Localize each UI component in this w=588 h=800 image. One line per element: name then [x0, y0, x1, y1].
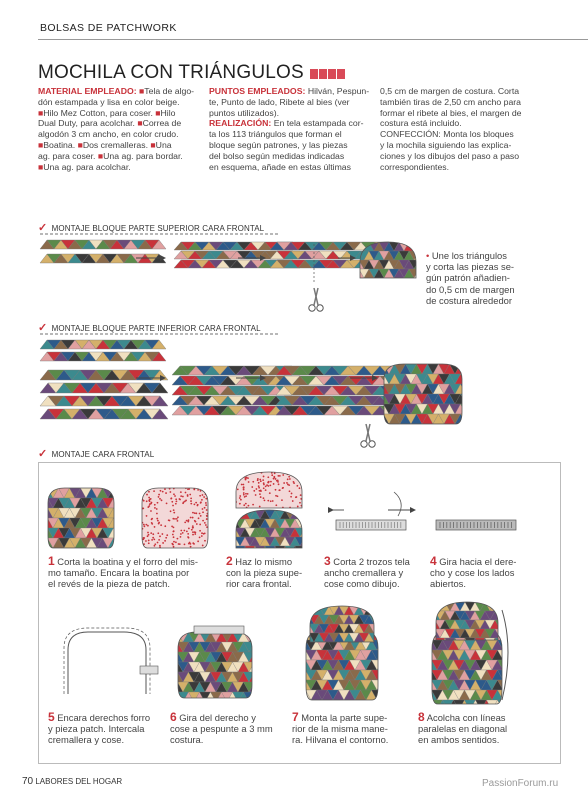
patch-triangle — [383, 690, 394, 700]
patch-triangle — [383, 660, 394, 670]
materials-line: Hilo — [160, 107, 176, 118]
patch-triangle — [275, 546, 285, 555]
patch-triangle — [472, 424, 483, 434]
section-heading-front-text: MONTAJE CARA FRONTAL — [51, 450, 155, 459]
patch-triangle — [500, 629, 510, 638]
patch-triangle — [509, 660, 520, 670]
patch-triangle — [114, 528, 125, 538]
patch-triangle — [503, 640, 514, 650]
patch-triangle — [388, 680, 399, 690]
patch-triangle — [372, 700, 383, 710]
patch-triangle — [383, 670, 394, 680]
step-line: con la pieza supe- — [226, 567, 303, 579]
confection-line: y la mochila siguiendo las explica- — [380, 139, 512, 150]
patch-triangle — [500, 611, 510, 620]
patch-triangle — [125, 518, 136, 528]
patch-triangle — [255, 632, 266, 642]
step-line: Gira hacia el dere- — [439, 556, 517, 567]
patch-triangle — [119, 538, 130, 548]
patch-triangle — [472, 394, 483, 404]
patch-triangle — [238, 702, 249, 712]
scissors-icon — [361, 441, 367, 447]
confection-line: formar el ribete al bies, el margen de — [380, 107, 522, 118]
patch-triangle — [305, 519, 315, 528]
patch-triangle — [422, 424, 433, 434]
realization-line: ta los 113 triángulos que forman el — [209, 129, 342, 140]
step-line: en ambos sentidos. — [418, 734, 500, 746]
patch-triangle — [114, 518, 125, 528]
patch-triangle — [509, 650, 520, 660]
materials-line: Correa de — [142, 118, 182, 129]
patch-triangle — [406, 424, 417, 434]
patch-triangle — [461, 364, 472, 374]
patch-triangle — [388, 700, 399, 710]
difficulty-icon — [309, 62, 345, 83]
scissors-icon — [317, 305, 323, 311]
patch-triangle — [255, 702, 266, 712]
patch-triangle — [300, 510, 310, 519]
realization-line: del bolso según medidas indicadas — [209, 150, 345, 161]
step-line: cho y cose los lados — [430, 567, 515, 579]
patch-triangle — [472, 414, 483, 424]
patch-triangle — [487, 700, 498, 710]
patch-triangle — [233, 702, 244, 712]
patch-triangle — [509, 700, 520, 710]
patch-triangle — [333, 700, 344, 710]
materials-line: Boatina. — [43, 139, 76, 150]
step-line: Acolcha con líneas — [426, 712, 506, 723]
patch-triangle — [311, 700, 322, 710]
patch-triangle — [260, 652, 271, 662]
patch-triangle — [125, 498, 136, 508]
patch-triangle — [322, 700, 333, 710]
patch-triangle — [255, 642, 266, 652]
stitches-lead: PUNTOS EMPLEADOS: — [209, 86, 306, 96]
step-line: ancho cremallera y — [324, 567, 404, 579]
patch-triangle — [428, 424, 439, 434]
patch-triangle — [255, 672, 266, 682]
section-header: BOLSAS DE PATCHWORK — [40, 22, 177, 34]
page-number: 70 — [22, 776, 34, 787]
materials-line: algodón 3 cm ancho, en color crudo. — [38, 129, 179, 140]
check-icon: ✓ — [38, 222, 48, 234]
patch-triangle — [305, 510, 315, 519]
patch-triangle — [344, 700, 355, 710]
patch-triangle — [466, 424, 477, 434]
patch-triangle — [411, 424, 422, 434]
step-8-caption — [418, 712, 538, 746]
materials-lead: MATERIAL EMPLEADO: — [38, 86, 137, 96]
patch-triangle — [255, 682, 266, 692]
step-line: Gira del derecho y — [179, 712, 256, 723]
step-line: cose a pespunte a 3 mm — [170, 723, 273, 735]
scissors-icon — [369, 441, 375, 447]
patch-triangle — [369, 606, 379, 615]
step-5-caption — [48, 712, 168, 746]
patch-triangle — [476, 700, 487, 710]
patch-triangle — [472, 374, 483, 384]
patch-triangle — [377, 680, 388, 690]
patch-triangle — [378, 424, 389, 434]
confection-line: CONFECCIÓN: Monta los bloques — [380, 129, 514, 140]
patch-triangle — [466, 414, 477, 424]
confection-line: costura está incluido. — [380, 118, 462, 129]
patch-triangle — [211, 702, 222, 712]
step-number: 7 — [292, 710, 299, 724]
patch-triangle — [114, 508, 125, 518]
patch-triangle — [125, 538, 136, 548]
patch-triangle — [466, 404, 477, 414]
patch-triangle — [245, 546, 255, 555]
step-3-caption — [324, 556, 424, 590]
side-note-line: do 0,5 cm de margen — [426, 283, 515, 295]
patch-triangle — [432, 700, 443, 710]
patch-triangle — [305, 537, 315, 546]
patch-triangle — [377, 660, 388, 670]
step-line: Encara derechos forro — [57, 712, 151, 723]
patch-triangle — [119, 508, 130, 518]
page-title — [38, 62, 345, 84]
patch-triangle — [374, 624, 384, 633]
patch-triangle — [227, 702, 238, 712]
realization-line: bloque según patrones, y las piezas — [209, 139, 348, 150]
stitches-line: te, Punto de lado, Ribete al bies — [209, 96, 333, 107]
step-number: 8 — [418, 710, 425, 724]
step-line: costura. — [170, 734, 204, 746]
patch-triangle — [383, 640, 394, 650]
lining-outline — [68, 632, 146, 694]
patch-triangle — [503, 660, 514, 670]
zipper — [140, 666, 158, 674]
zipper — [436, 520, 516, 530]
patch-triangle — [194, 702, 205, 712]
patch-triangle — [444, 424, 455, 434]
patch-triangle — [455, 424, 466, 434]
patch-triangle — [255, 546, 265, 555]
strap — [502, 610, 508, 700]
patch-triangle — [350, 700, 361, 710]
step-line: abiertos. — [430, 578, 466, 590]
patch-triangle — [377, 650, 388, 660]
patch-triangle — [125, 528, 136, 538]
patch-triangle — [317, 700, 328, 710]
patch-triangle — [439, 424, 450, 434]
materials-line: ag. para coser. — [38, 150, 96, 161]
patch-triangle — [503, 650, 514, 660]
materials-column: MATERIAL EMPLEADO: ■Tela de algo- dón estampada y lisa en color beige. ■Hilo Mez Cotton, para coser. ■Hilo Dual Duty, para acolchar. ■Correa de algodón 3 cm ancho, en color crudo. ■Boatina. ■Dos cremalleras. ■Una ag. para coser. ■Una ag. para bordar. ■Una ag. para acolchar. — [38, 86, 195, 172]
patch-triangle — [119, 528, 130, 538]
patch-triangle — [374, 606, 384, 615]
patch-triangle — [472, 384, 483, 394]
step-number: 3 — [324, 554, 331, 568]
patch-piece — [172, 632, 271, 712]
patch-triangle — [388, 640, 399, 650]
patch-triangle — [465, 700, 476, 710]
patch-triangle — [490, 602, 500, 611]
step-line: Corta la boatina y el forro del mis- — [57, 556, 198, 567]
step-line: paralelas en diagonal — [418, 723, 508, 735]
patch-triangle — [466, 364, 477, 374]
patch-triangle — [244, 702, 255, 712]
patch-triangle — [466, 394, 477, 404]
patch-piece — [378, 364, 483, 434]
patch-triangle — [503, 700, 514, 710]
patch-triangle — [249, 702, 260, 712]
step-line: ra. Hilvana el contorno. — [292, 734, 389, 746]
patch-triangle — [509, 630, 520, 640]
patch-triangle — [388, 630, 399, 640]
magazine-name: LABORES DEL HOGAR — [35, 777, 123, 786]
patch-triangle — [426, 630, 437, 640]
patch-triangle — [183, 702, 194, 712]
patch-triangle — [300, 700, 311, 710]
patch-triangle — [235, 546, 245, 555]
step-line: el revés de la pieza de patch. — [48, 578, 170, 590]
patch-triangle — [339, 700, 350, 710]
stitches-line: (ver — [334, 96, 350, 107]
step-7-caption — [292, 712, 412, 746]
step-2-caption — [226, 556, 318, 590]
step-line: Haz lo mismo — [235, 556, 293, 567]
footer — [22, 776, 122, 787]
confection-line: 0,5 cm de margen de costura. Corta — [380, 86, 520, 96]
patch-triangle — [414, 242, 424, 251]
materials-line: dón estampada y lisa en color beige. — [38, 96, 180, 107]
patch-triangle — [305, 546, 315, 555]
patch-triangle — [178, 702, 189, 712]
patch-piece — [304, 606, 384, 642]
patch-piece — [44, 488, 136, 558]
patch-triangle — [500, 602, 510, 611]
step-line: mo tamaño. Encara la boatina por — [48, 567, 190, 579]
patch-triangle — [466, 374, 477, 384]
patch-triangle — [383, 650, 394, 660]
patch-triangle — [285, 546, 295, 555]
materials-line: Dos cremalleras. — [82, 139, 148, 150]
confection-line: ciones y los dibujos del paso a paso — [380, 150, 520, 161]
step-line: Corta 2 trozos tela — [333, 556, 410, 567]
patch-triangle — [260, 642, 271, 652]
patch-triangle — [119, 488, 130, 498]
patch-triangle — [377, 670, 388, 680]
patch-triangle — [400, 424, 411, 434]
side-note-line: Une los triángulos — [431, 250, 507, 261]
patch-triangle — [260, 682, 271, 692]
patch-triangle — [509, 670, 520, 680]
scissors-icon — [309, 305, 315, 311]
patch-piece — [426, 630, 520, 720]
patch-triangle — [472, 364, 483, 374]
step-6-caption — [170, 712, 288, 746]
patch-triangle — [119, 498, 130, 508]
patch-triangle — [125, 508, 136, 518]
patch-triangle — [384, 424, 395, 434]
patch-triangle — [503, 630, 514, 640]
check-icon: ✓ — [38, 448, 48, 460]
realization-lead: REALIZACIÓN: — [209, 118, 272, 129]
side-note: • Une los triángulos y corta las piezas se- gún patrón añadien- do 0,5 cm de margen de costura alrededor — [426, 250, 515, 306]
step-line: Monta la parte supe- — [301, 712, 388, 723]
side-note-line: de costura alrededor — [426, 294, 512, 306]
patch-triangle — [355, 700, 366, 710]
patch-triangle — [230, 510, 240, 519]
materials-line: Una ag. para acolchar. — [43, 161, 131, 172]
realization-line: En tela estampada cor- — [273, 118, 364, 129]
step-4-caption — [430, 556, 534, 590]
step-number: 5 — [48, 710, 55, 724]
patch-triangle — [377, 630, 388, 640]
patch-triangle — [433, 424, 444, 434]
patch-triangle — [443, 700, 454, 710]
patch-triangle — [114, 498, 125, 508]
patch-triangle — [509, 690, 520, 700]
patch-triangle — [366, 700, 377, 710]
zipper — [194, 626, 244, 634]
patch-triangle — [389, 424, 400, 434]
patch-triangle — [377, 700, 388, 710]
patch-triangle — [383, 700, 394, 710]
confection-line: también tiras de 2,50 cm ancho para — [380, 96, 522, 107]
step-number: 2 — [226, 554, 233, 568]
patch-triangle — [383, 630, 394, 640]
materials-line: Hilo Mez Cotton, para coser. — [43, 107, 153, 118]
side-note-line: gún patrón añadien- — [426, 272, 510, 284]
lower-block-diagram — [38, 338, 558, 456]
patch-triangle — [328, 700, 339, 710]
patch-triangle — [260, 632, 271, 642]
patch-triangle — [260, 662, 271, 672]
patch-triangle — [306, 700, 317, 710]
patch-triangle — [388, 660, 399, 670]
patch-triangle — [509, 680, 520, 690]
patch-triangle — [216, 702, 227, 712]
section-heading-front — [38, 444, 154, 462]
patch-triangle — [295, 546, 305, 555]
patch-triangle — [205, 702, 216, 712]
side-note-line: y corta las piezas se- — [426, 261, 515, 273]
step-line: y pieza patch. Intercala — [48, 723, 145, 735]
patch-triangle — [495, 602, 505, 611]
header-rule — [38, 39, 588, 40]
dashed-rule — [40, 330, 280, 338]
patch-triangle — [189, 702, 200, 712]
patch-triangle — [461, 424, 472, 434]
patch-triangle — [472, 404, 483, 414]
step-line: rior de la misma mane- — [292, 723, 388, 735]
arrow-icon — [328, 507, 334, 513]
patch-triangle — [305, 528, 315, 537]
patch-triangle — [388, 670, 399, 680]
patch-triangle — [454, 700, 465, 710]
dashed-rule — [40, 230, 280, 238]
patch-triangle — [466, 384, 477, 394]
patch-triangle — [395, 424, 406, 434]
patch-triangle — [260, 692, 271, 702]
step-line: cremallera y cose. — [48, 734, 125, 746]
patch-triangle — [255, 662, 266, 672]
section-heading-lower-text: MONTAJE BLOQUE PARTE INFERIOR CARA FRONTAL — [51, 324, 261, 333]
step-number: 4 — [430, 554, 437, 568]
patch-triangle — [200, 702, 211, 712]
patch-triangle — [509, 640, 520, 650]
step-1-caption — [48, 556, 218, 590]
patch-triangle — [255, 652, 266, 662]
patch-triangle — [388, 690, 399, 700]
patch-triangle — [361, 700, 372, 710]
materials-line: Tela de algo- — [144, 86, 195, 96]
confection-line: correspondientes. — [380, 161, 450, 172]
patch-triangle — [383, 680, 394, 690]
patch-triangle — [304, 606, 314, 615]
patch-triangle — [114, 488, 125, 498]
step-number: 1 — [48, 554, 55, 568]
patch-triangle — [377, 640, 388, 650]
patch-triangle — [222, 702, 233, 712]
section-heading-upper-text: MONTAJE BLOQUE PARTE SUPERIOR CARA FRONTAL — [51, 224, 265, 233]
patch-triangle — [260, 672, 271, 682]
patch-triangle — [498, 700, 509, 710]
page-title-text: MOCHILA CON TRIÁNGULOS — [38, 62, 304, 83]
watermark: PassionForum.ru — [482, 778, 559, 789]
step-line: rior cara frontal. — [226, 578, 292, 590]
check-icon: ✓ — [38, 322, 48, 334]
patch-triangle — [119, 518, 130, 528]
materials-line: Dual Duty, para acolchar. — [38, 118, 135, 129]
stitches-line: Hilván, Pespun- — [307, 86, 370, 96]
patch-triangle — [260, 702, 271, 712]
stitches-column — [209, 86, 375, 172]
step-line: cose como dibujo. — [324, 578, 400, 590]
patch-triangle — [417, 424, 428, 434]
patch-triangle — [255, 692, 266, 702]
thread — [394, 492, 401, 516]
patch-triangle — [388, 650, 399, 660]
patch-triangle — [374, 615, 384, 624]
patch-triangle — [265, 546, 275, 555]
realization-line: en esquema, añade en estas últimas — [209, 161, 351, 172]
materials-line: Una — [155, 139, 172, 150]
stitches-line: puntos utilizados). — [209, 107, 280, 118]
confection-column — [380, 86, 560, 172]
arrow-icon — [410, 507, 416, 513]
materials-line: Una ag. para bordar. — [103, 150, 183, 161]
patch-triangle — [450, 424, 461, 434]
patch-triangle — [114, 538, 125, 548]
patch-triangle — [125, 488, 136, 498]
patch-triangle — [503, 670, 514, 680]
patch-triangle — [503, 690, 514, 700]
step-number: 6 — [170, 710, 177, 724]
patch-piece — [141, 487, 208, 548]
patch-triangle — [377, 690, 388, 700]
patch-triangle — [430, 602, 440, 611]
